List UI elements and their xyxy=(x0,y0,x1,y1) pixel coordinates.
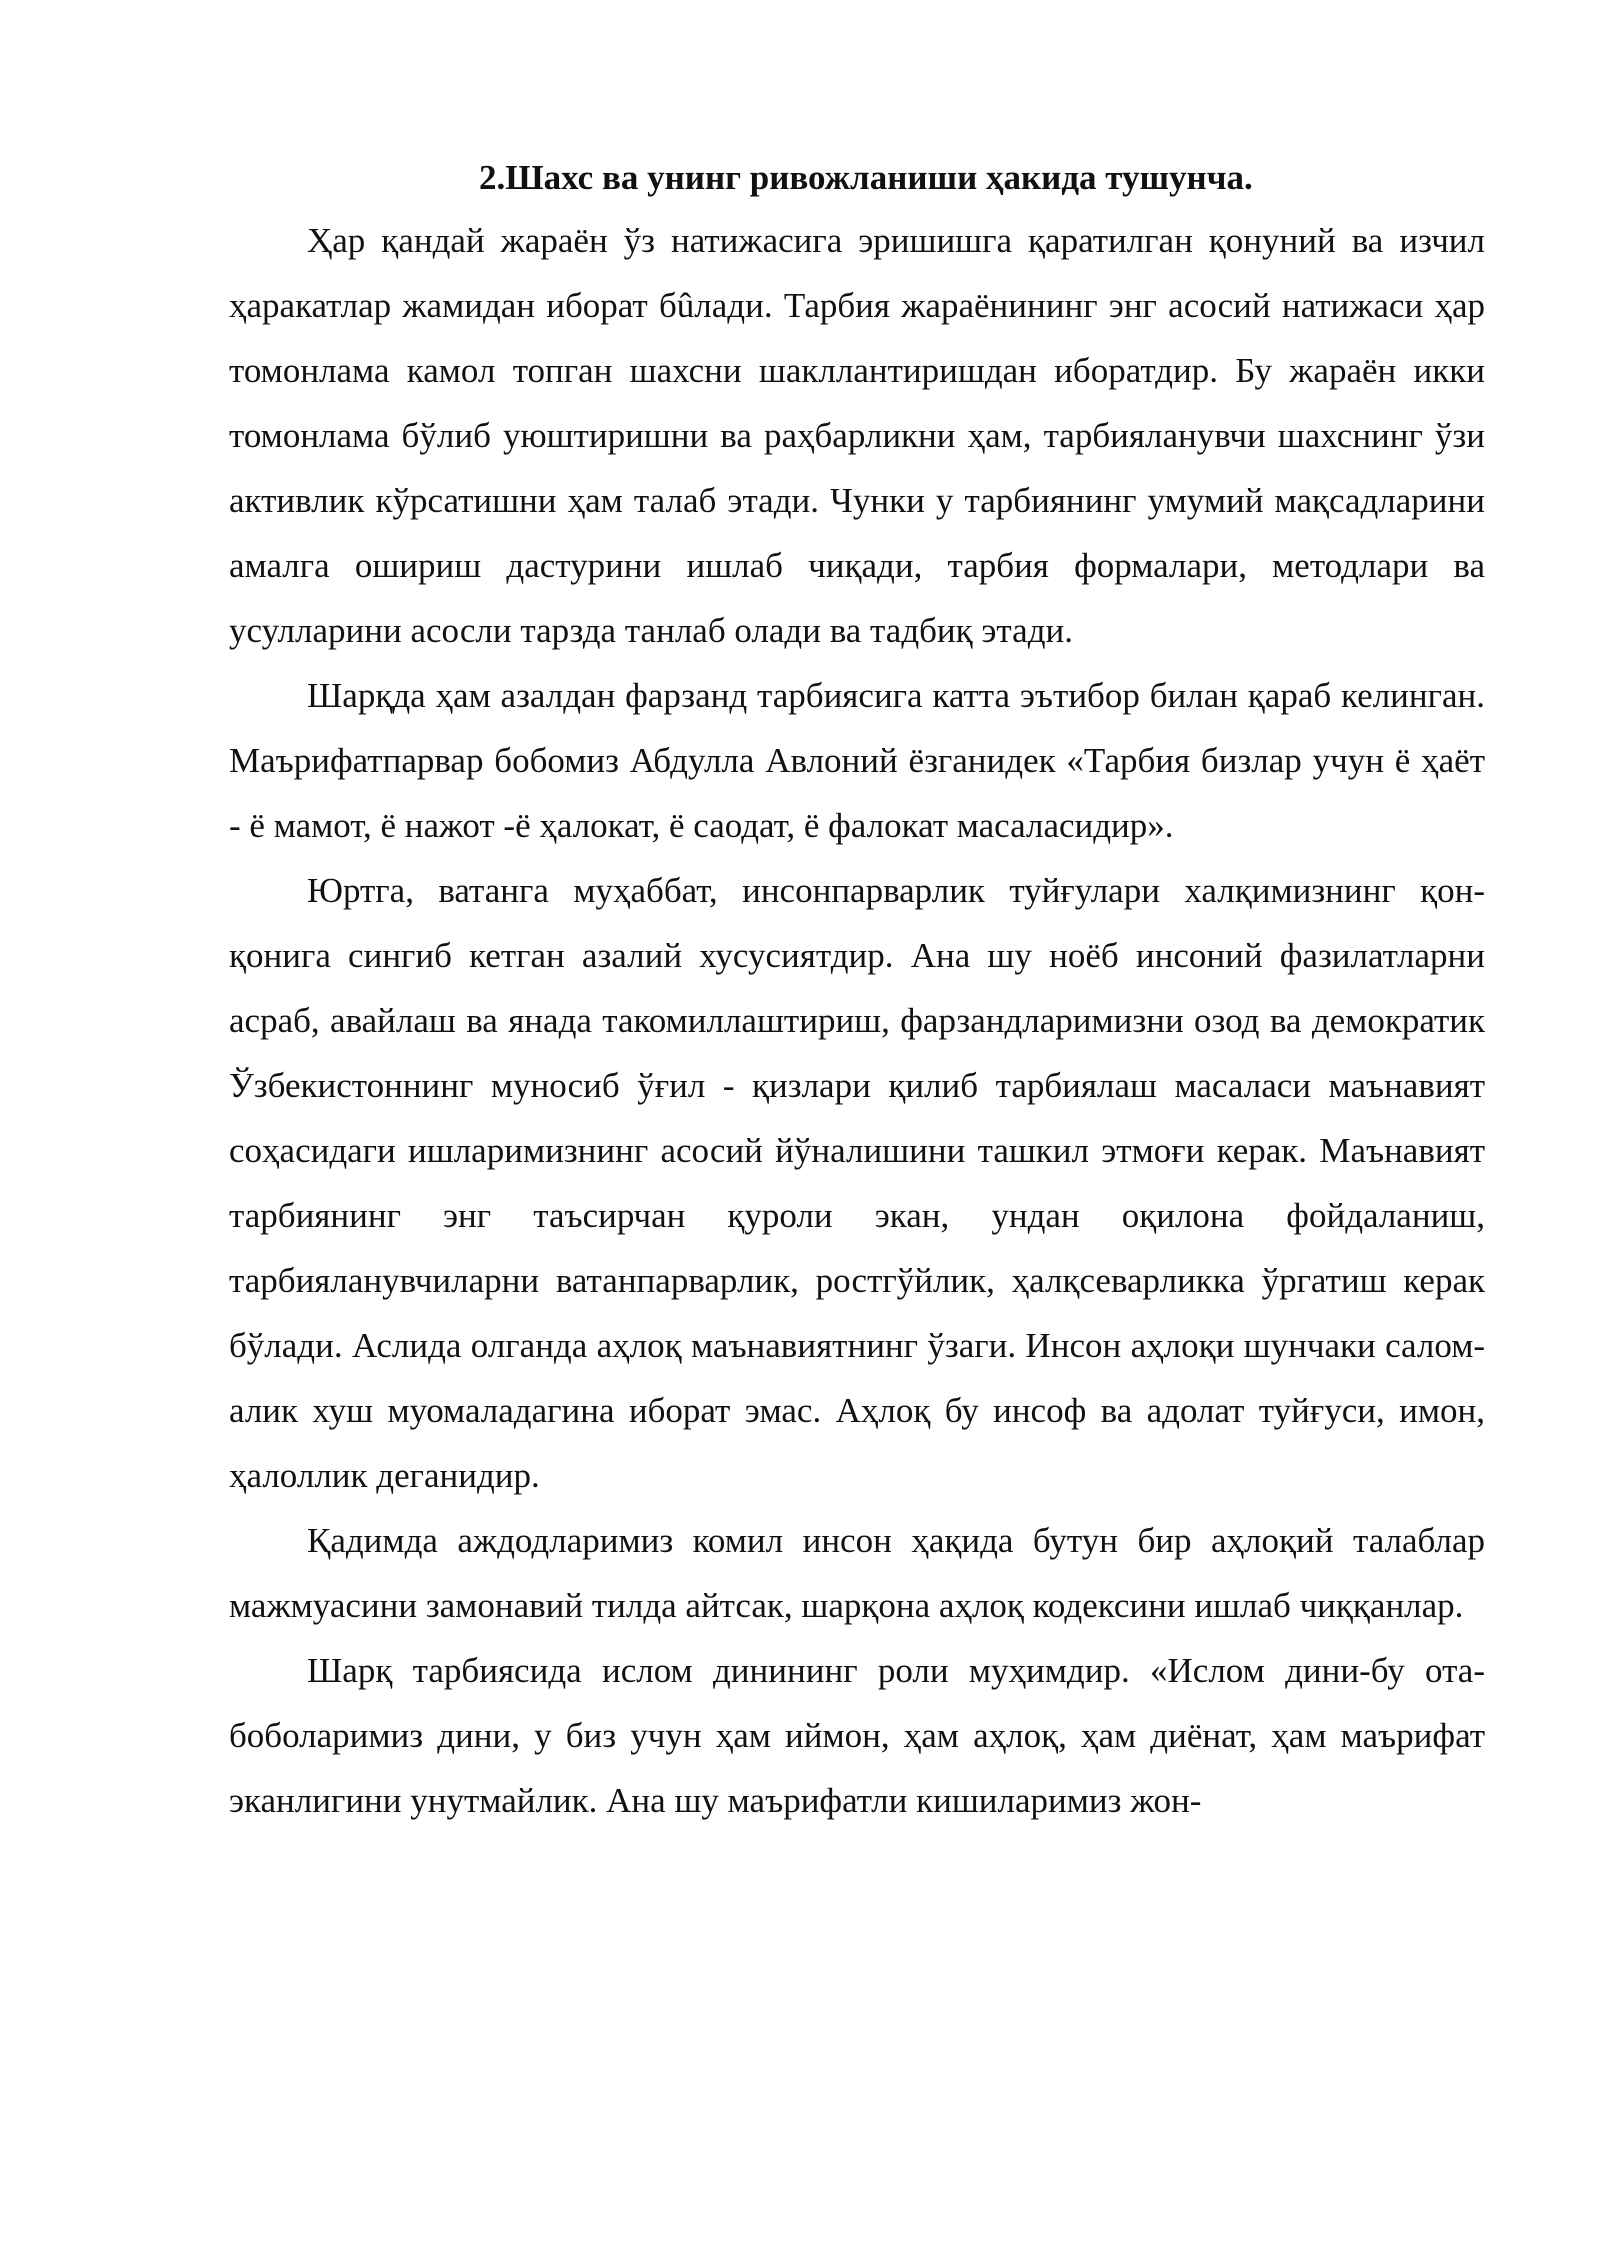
page-content xyxy=(229,150,1485,1833)
paragraph-4: Қадимда аждодларимиз комил инсон ҳақида бутун бир аҳлоқий талаблар мажмуасини замонавий тилда айтсак, шарқона аҳлоқ кодексини ишлаб чиққанлар. xyxy=(229,1521,1485,1625)
paragraph-1: Ҳар қандай жараён ўз натижасига эришишга қаратилган қонуний ва изчил ҳаракатлар жамидан иборат бûлади. Тарбия жараёнининг энг асосий натижаси ҳар томонлама камол топган шахсни шакллантиришдан иборатдир. Бу жараён икки томонлама бўлиб уюштиришни ва раҳбарликни ҳам, тарбияланувчи шахснинг ўзи активлик кўрсатишни ҳам талаб этади. Чунки у тарбиянинг умумий мақсадларини амалга ошириш дастурини ишлаб чиқади, тарбия формалари, методлари ва усулларини асосли тарзда танлаб олади ва тадбиқ этади. xyxy=(229,221,1485,650)
section-heading: 2.Шахс ва унинг ривожланиши ҳакида тушунча. xyxy=(479,158,1253,197)
paragraph-3: Юртга, ватанга муҳаббат, инсонпарварлик туйғулари халқимизнинг қон-қонига сингиб кетган азалий хусусиятдир. Ана шу ноёб инсоний фазилатларни асраб, авайлаш ва янада такомиллаштириш, фарзандларимизни озод ва демократик Ўзбекистоннинг муносиб ўғил - қизлари қилиб тарбиялаш масаласи маънавият соҳасидаги ишларимизнинг асосий йўналишини ташкил этмоғи керак. Маънавият тарбиянинг энг таъсирчан қуроли экан, ундан оқилона фойдаланиш, тарбияланувчиларни ватанпарварлик, ростгўйлик, ҳалқсеварликка ўргатиш керак бўлади. Аслида олганда аҳлоқ маънавиятнинг ўзаги. Инсон аҳлоқи шунчаки салом-алик хуш муомаладагина иборат эмас. Аҳлоқ бу инсоф ва адолат туйғуси, имон, ҳалоллик деганидир. xyxy=(229,871,1485,1495)
paragraph-2: Шарқда ҳам азалдан фарзанд тарбиясига катта эътибор билан қараб келинган. Маърифатпарвар бобомиз Абдулла Авлоний ёзганидек «Тарбия бизлар учун ё ҳаёт - ё мамот, ё нажот -ё ҳалокат, ё саодат, ё фалокат масаласидир». xyxy=(229,676,1485,845)
paragraph-5: Шарқ тарбиясида ислом динининг роли муҳимдир. «Ислом дини-бу ота-боболаримиз дини, у биз учун ҳам иймон, ҳам аҳлоқ, ҳам диёнат, ҳам маърифат эканлигини унутмайлик. Ана шу маърифатли кишиларимиз жон- xyxy=(229,1651,1485,1820)
